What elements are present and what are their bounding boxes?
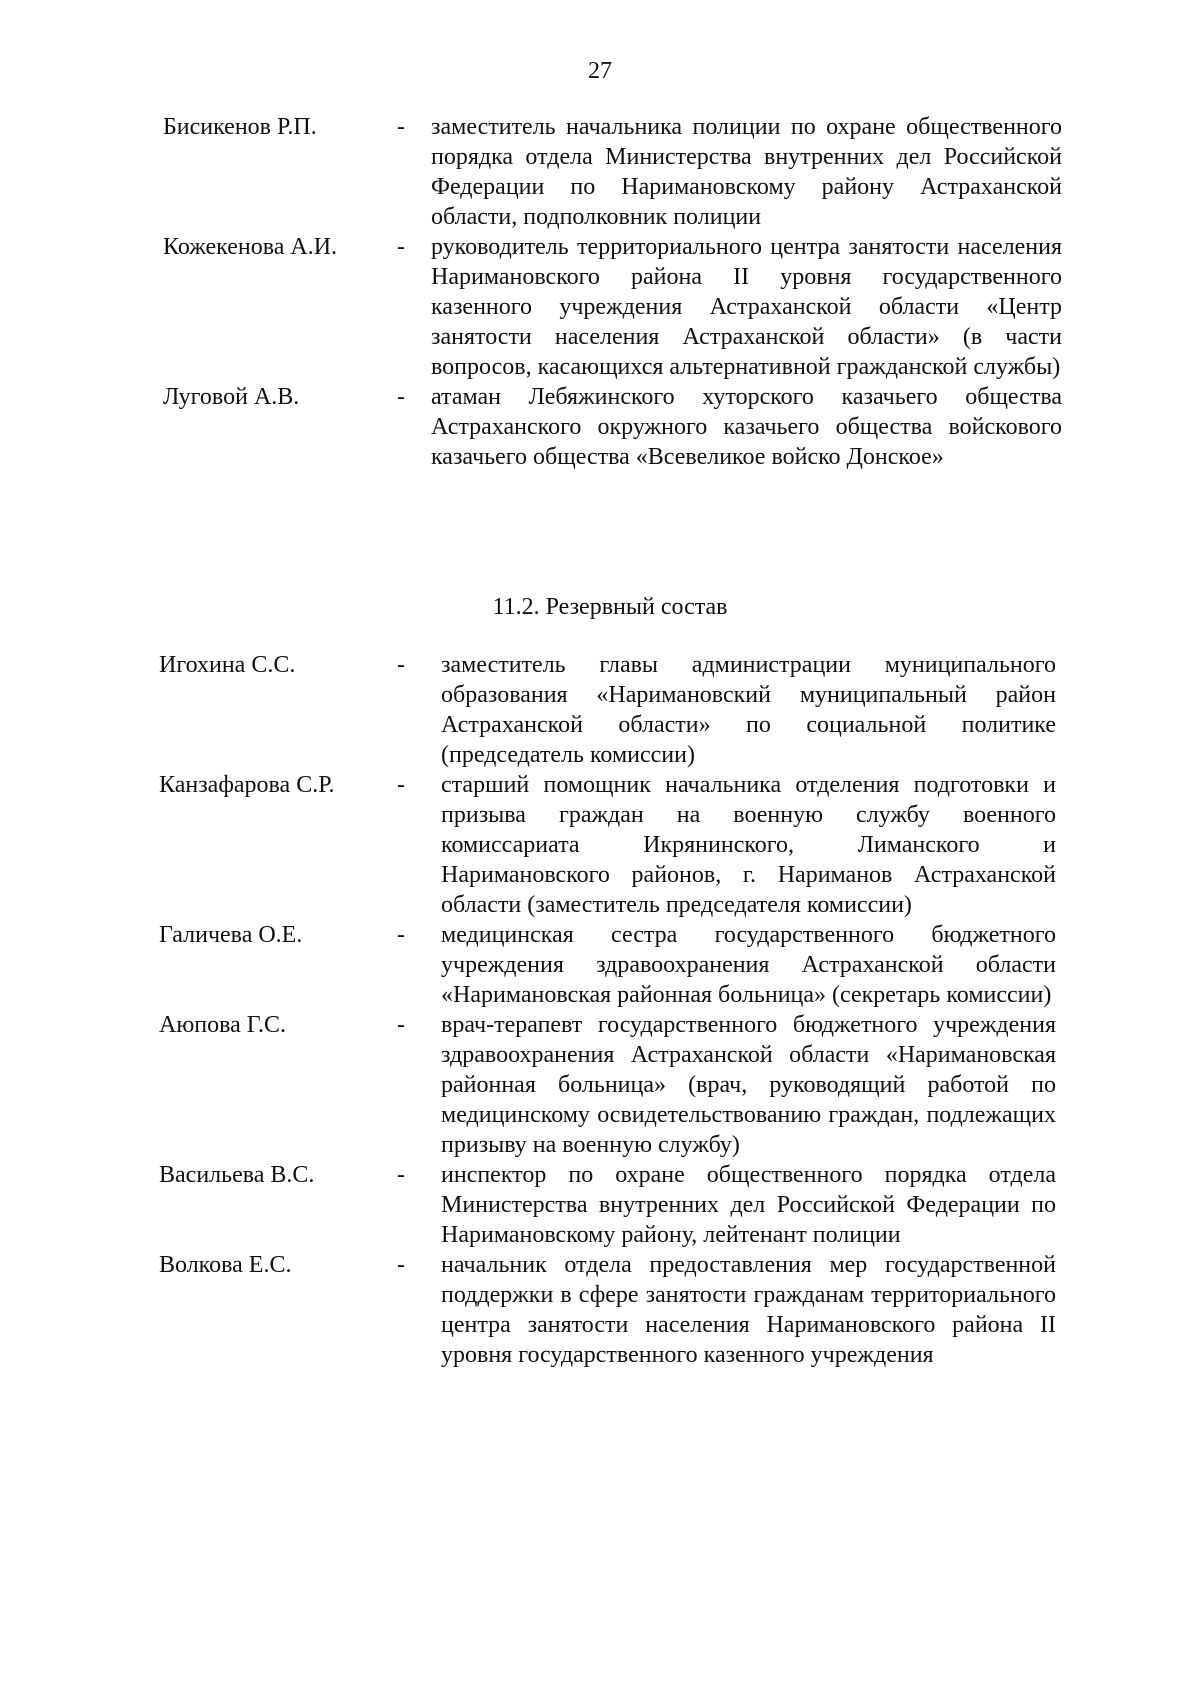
member-description: медицинская сестра государственного бюджетного учреждения здравоохранения Астраханской области «Наримановская районная больница» (секретарь комиссии) [441,922,1056,1008]
member-name: Аюпова Г.С. [159,1012,286,1038]
member-dash: - [397,772,405,798]
member-entry [159,1010,1059,1160]
member-entry [159,650,1059,770]
member-name: Игохина С.С. [159,652,296,678]
member-entry [163,112,1063,232]
member-dash: - [397,922,405,948]
member-entry [163,232,1063,382]
member-name: Кожекенова А.И. [163,234,338,260]
member-name: Васильева В.С. [159,1162,315,1188]
member-description: старший помощник начальника отделения подготовки и призыва граждан на военную службу военного комиссариата Икрянинского, Лиманского и Наримановского районов, г. Нариманов Астраханской области (заместитель председателя комиссии) [441,772,1056,918]
member-name: Луговой А.В. [163,384,300,410]
member-name: Волкова Е.С. [159,1252,292,1278]
member-entry [159,1160,1059,1250]
member-entry [159,920,1059,1010]
member-dash: - [397,652,405,678]
member-entry [163,382,1063,472]
member-name: Канзафарова С.Р. [159,772,335,798]
member-name: Галичева О.Е. [159,922,303,948]
member-entry [159,1250,1059,1370]
member-dash: - [397,384,405,410]
member-dash: - [397,1162,405,1188]
member-dash: - [397,1012,405,1038]
member-dash: - [397,1252,405,1278]
member-description: атаман Лебяжинского хуторского казачьего общества Астраханского окружного казачьего общества войскового казачьего общества «Всевеликое войско Донское» [431,384,1062,470]
member-description: начальник отдела предоставления мер государственной поддержки в сфере занятости гражданам территориального центра занятости населения Наримановского района II уровня государственного казенного учреждения [441,1252,1056,1368]
member-description: врач-терапевт государственного бюджетного учреждения здравоохранения Астраханской области «Наримановская районная больница» (врач, руководящий работой по медицинскому освидетельствованию граждан, подлежащих призыву на военную службу) [441,1012,1056,1158]
member-description: инспектор по охране общественного порядка отдела Министерства внутренних дел Российской Федерации по Наримановскому району, лейтенант полиции [441,1162,1056,1248]
reserve-heading: 11.2. Резервный состав [492,594,728,620]
member-dash: - [397,234,405,260]
member-name: Бисикенов Р.П. [163,114,317,140]
page-number: 27 [588,58,612,84]
main-members-list [163,112,1063,472]
member-description: руководитель территориального центра занятости населения Наримановского района II уровня государственного казенного учреждения Астраханской области «Центр занятости населения Астраханской области» (в части вопросов, касающихся альтернативной гражданской службы) [431,234,1062,380]
member-dash: - [397,114,405,140]
reserve-members-list [159,650,1059,1370]
member-entry [159,770,1059,920]
member-description: заместитель главы администрации муниципального образования «Наримановский муниципальный район Астраханской области» по социальной политике (председатель комиссии) [441,652,1056,768]
member-description: заместитель начальника полиции по охране общественного порядка отдела Министерства внутренних дел Российской Федерации по Наримановскому району Астраханской области, подполковник полиции [431,114,1062,230]
